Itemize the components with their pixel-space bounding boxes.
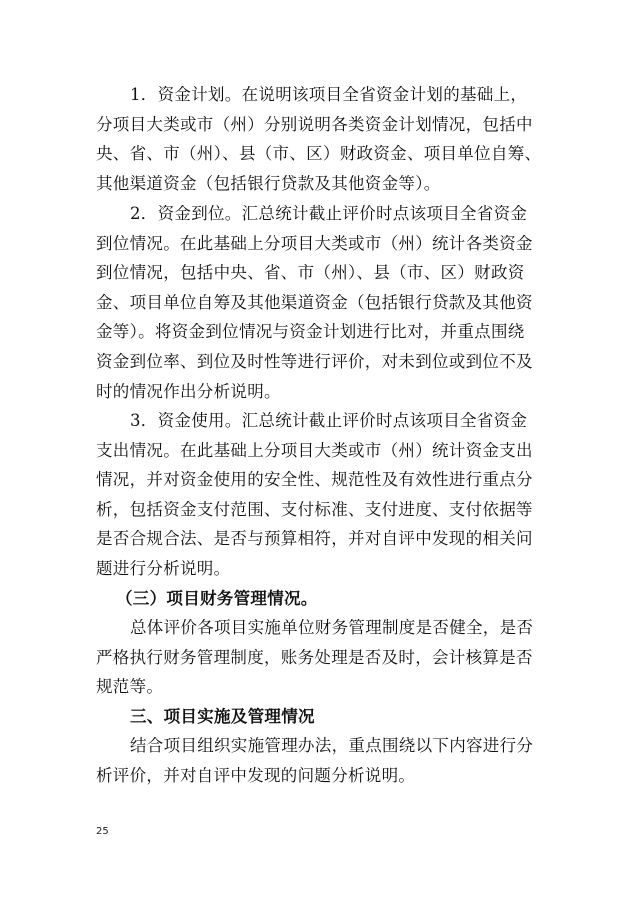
- text-line: 到位情况。在此基础上分项目大类或市（州）统计各类资金: [96, 233, 533, 253]
- paragraph-implementation-eval: [96, 731, 552, 790]
- text-line: 析，包括资金支付范围、支付标准、支付进度、支付依据等: [96, 499, 533, 519]
- text-line: 其他渠道资金（包括银行贷款及其他资金等）。: [96, 173, 441, 193]
- text-line: 分项目大类或市（州）分别说明各类资金计划情况，包括中: [96, 114, 533, 134]
- text-line: 金、项目单位自筹及其他渠道资金（包括银行贷款及其他资: [96, 292, 533, 312]
- paragraph-fund-use: [96, 406, 552, 584]
- text-line: 题进行分析说明。: [96, 558, 231, 578]
- paragraph-fund-plan: [96, 80, 552, 198]
- text-line: 时的情况作出分析说明。: [96, 381, 281, 401]
- text-line: 严格执行财务管理制度，账务处理是否及时，会计核算是否: [96, 647, 533, 667]
- text-line: 规范等。: [96, 677, 164, 697]
- paragraph-fund-arrival: [96, 199, 552, 406]
- paragraph-finance-eval: [96, 613, 552, 702]
- text-line: 金等）。将资金到位情况与资金计划进行比对，并重点围绕: [96, 322, 525, 342]
- text-line: 支出情况。在此基础上分项目大类或市（州）统计资金支出: [96, 440, 533, 460]
- section-heading-text: （三）项目财务管理情况。: [116, 589, 318, 608]
- section-heading-finance: [96, 584, 552, 614]
- text-line: 是否合规合法、是否与预算相符，并对自评中发现的相关问: [96, 529, 533, 549]
- text-line: 到位情况，包括中央、省、市（州）、县（市、区）财政资: [96, 263, 525, 283]
- section-heading-text: 三、项目实施及管理情况: [130, 707, 315, 726]
- text-line: 资金到位率、到位及时性等进行评价，对未到位或到位不及: [96, 351, 533, 371]
- text-line: 3．资金使用。汇总统计截止评价时点该项目全省资金: [130, 411, 528, 430]
- text-line: 2．资金到位。汇总统计截止评价时点该项目全省资金: [130, 204, 528, 223]
- text-line: 总体评价各项目实施单位财务管理制度是否健全，是否: [130, 618, 534, 637]
- text-line: 1．资金计划。在说明该项目全省资金计划的基础上，: [130, 85, 528, 104]
- text-line: 央、省、市（州）、县（市、区）财政资金、项目单位自筹、: [96, 144, 542, 164]
- text-line: 结合项目组织实施管理办法，重点围绕以下内容进行分: [130, 736, 534, 755]
- text-line: 析评价，并对自评中发现的问题分析说明。: [96, 765, 416, 785]
- text-line: 情况，并对资金使用的安全性、规范性及有效性进行重点分: [96, 470, 533, 490]
- page-number: 25: [96, 826, 109, 837]
- section-heading-implementation: [96, 702, 552, 732]
